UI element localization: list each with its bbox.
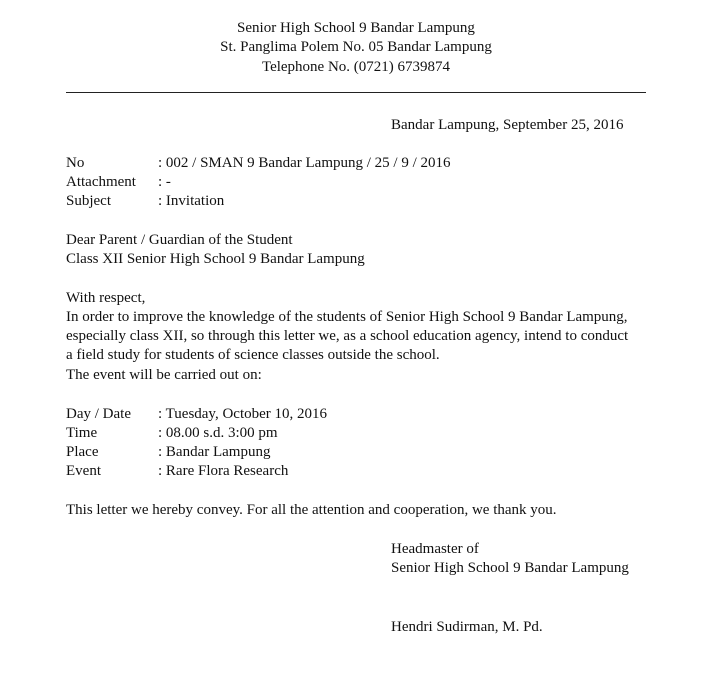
reference-row-subject xyxy=(66,192,224,211)
event-label: Day / Date xyxy=(66,406,131,422)
reference-value: : Invitation xyxy=(158,193,225,209)
letterhead-school-name: Senior High School 9 Bandar Lampung xyxy=(237,20,475,36)
event-value: : Rare Flora Research xyxy=(158,463,289,479)
reference-row-attachment xyxy=(66,173,171,192)
closing-text: This letter we hereby convey. For all the attention and cooperation, we thank you. xyxy=(66,502,557,518)
event-row-place xyxy=(66,443,270,462)
signature-title: Headmaster of xyxy=(391,541,479,557)
place-date: Bandar Lampung, September 25, 2016 xyxy=(391,117,624,133)
event-label: Place xyxy=(66,444,99,460)
body-line: especially class XII, so through this letter we, as a school education agency, intend to conduct xyxy=(66,328,629,344)
event-value: : Bandar Lampung xyxy=(158,444,271,460)
event-row-date xyxy=(66,405,327,424)
reference-label: Subject xyxy=(66,193,111,209)
recipient-line-1: Dear Parent / Guardian of the Student xyxy=(66,232,293,248)
event-row-event xyxy=(66,462,288,481)
reference-value: : 002 / SMAN 9 Bandar Lampung / 25 / 9 / 2016 xyxy=(158,155,451,171)
body-line: In order to improve the knowledge of the students of Senior High School 9 Bandar Lampung, xyxy=(66,309,628,325)
body-line: The event will be carried out on: xyxy=(66,367,262,383)
reference-row-number xyxy=(66,154,451,173)
letterhead-address: St. Panglima Polem No. 05 Bandar Lampung xyxy=(220,39,492,55)
signature-name: Hendri Sudirman, M. Pd. xyxy=(391,619,543,635)
event-label: Event xyxy=(66,463,101,479)
event-value: : 08.00 s.d. 3:00 pm xyxy=(158,425,278,441)
signature-institution: Senior High School 9 Bandar Lampung xyxy=(391,560,629,576)
reference-label: No xyxy=(66,155,85,171)
reference-label: Attachment xyxy=(66,174,136,190)
recipient-line-2: Class XII Senior High School 9 Bandar Lampung xyxy=(66,251,365,267)
reference-value: : - xyxy=(158,174,171,190)
event-row-time xyxy=(66,424,278,443)
body-line: a field study for students of science classes outside the school. xyxy=(66,347,440,363)
event-label: Time xyxy=(66,425,98,441)
letterhead-divider xyxy=(66,92,646,93)
letterhead-telephone: Telephone No. (0721) 6739874 xyxy=(261,59,451,75)
body-greeting: With respect, xyxy=(66,290,146,306)
event-value: : Tuesday, October 10, 2016 xyxy=(158,406,328,422)
